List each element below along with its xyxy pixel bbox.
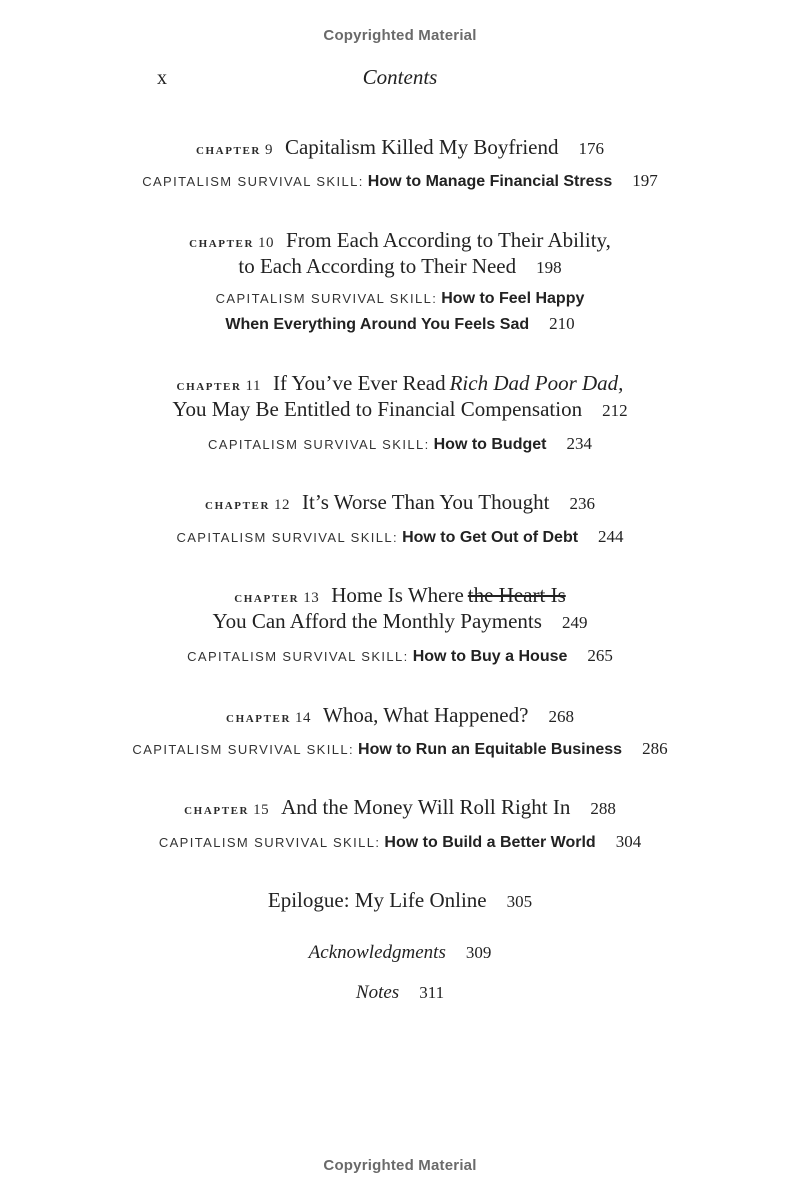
epilogue-title: Epilogue: My Life Online bbox=[267, 888, 487, 912]
skill-label: CAPITALISM SURVIVAL SKILL: bbox=[208, 437, 430, 452]
toc-skill-chapter-9[interactable] bbox=[0, 171, 800, 191]
notes-title: Notes bbox=[355, 982, 400, 1003]
skill-title-line-2: When Everything Around You Feels Sad bbox=[225, 316, 530, 333]
chapter-label: chapter bbox=[184, 802, 250, 818]
toc-skill-chapter-15[interactable] bbox=[0, 832, 800, 852]
toc-entry-chapter-13[interactable] bbox=[0, 583, 800, 608]
toc-entry-chapter-10-cont[interactable] bbox=[0, 254, 800, 279]
skill-label: CAPITALISM SURVIVAL SKILL: bbox=[158, 835, 381, 850]
chapter-page: 212 bbox=[602, 401, 628, 420]
page-number: x bbox=[157, 67, 167, 89]
toc-entry-chapter-11[interactable] bbox=[0, 371, 800, 396]
chapter-page: 249 bbox=[561, 613, 588, 632]
skill-page: 286 bbox=[642, 739, 668, 758]
toc-entry-notes[interactable] bbox=[0, 982, 800, 1004]
chapter-label: chapter bbox=[226, 710, 292, 726]
chapter-number: 9 bbox=[264, 142, 273, 158]
skill-page: 265 bbox=[587, 646, 613, 665]
chapter-title-line-2: You May Be Entitled to Financial Compensation bbox=[172, 397, 583, 421]
skill-title: How to Build a Better World bbox=[384, 834, 596, 851]
chapter-title-line-1: From Each According to Their Ability, bbox=[286, 228, 611, 252]
skill-label: CAPITALISM SURVIVAL SKILL: bbox=[132, 742, 355, 757]
chapter-title-struck: the Heart Is bbox=[467, 583, 566, 607]
acknowledgments-title: Acknowledgments bbox=[308, 942, 446, 963]
notes-page: 311 bbox=[419, 983, 445, 1002]
toc-entry-chapter-14[interactable] bbox=[0, 703, 800, 728]
chapter-page: 236 bbox=[569, 494, 595, 513]
running-head: Contents bbox=[362, 65, 438, 89]
chapter-page: 268 bbox=[548, 707, 574, 726]
acknowledgments-page: 309 bbox=[465, 943, 492, 962]
chapter-title-line-2: to Each According to Their Need bbox=[238, 254, 517, 278]
chapter-title: Capitalism Killed My Boyfriend bbox=[284, 135, 559, 159]
chapter-title-line-1: If You’ve Ever Read bbox=[272, 371, 446, 395]
chapter-number: 15 bbox=[253, 802, 270, 818]
toc-entry-chapter-13-cont[interactable] bbox=[0, 609, 800, 634]
skill-page: 234 bbox=[566, 434, 592, 453]
skill-title-line-1: How to Feel Happy bbox=[441, 290, 585, 307]
chapter-number: 12 bbox=[274, 497, 291, 513]
skill-label: CAPITALISM SURVIVAL SKILL: bbox=[142, 174, 364, 189]
toc-entry-epilogue[interactable] bbox=[0, 888, 800, 913]
chapter-page: 176 bbox=[578, 139, 605, 158]
chapter-title: Whoa, What Happened? bbox=[323, 703, 529, 727]
chapter-page: 198 bbox=[536, 258, 562, 277]
chapter-number: 10 bbox=[258, 235, 275, 251]
skill-title: How to Budget bbox=[433, 436, 547, 453]
skill-label: CAPITALISM SURVIVAL SKILL: bbox=[215, 291, 438, 306]
chapter-number: 13 bbox=[303, 590, 320, 606]
toc-entry-chapter-15[interactable] bbox=[0, 795, 800, 820]
chapter-page: 288 bbox=[590, 799, 616, 818]
toc-entry-acknowledgments[interactable] bbox=[0, 942, 800, 964]
toc-entry-chapter-9[interactable] bbox=[0, 135, 800, 160]
skill-page: 244 bbox=[598, 527, 624, 546]
toc-skill-chapter-14[interactable] bbox=[0, 739, 800, 759]
toc-skill-chapter-13[interactable] bbox=[0, 646, 800, 666]
chapter-title: And the Money Will Roll Right In bbox=[281, 795, 571, 819]
chapter-title: It’s Worse Than You Thought bbox=[302, 490, 550, 514]
skill-page: 210 bbox=[549, 314, 575, 333]
skill-title: How to Manage Financial Stress bbox=[367, 173, 613, 190]
chapter-number: 11 bbox=[245, 378, 261, 394]
chapter-title-line-2: You Can Afford the Monthly Payments bbox=[212, 609, 542, 633]
skill-page: 197 bbox=[632, 171, 658, 190]
toc-entry-chapter-12[interactable] bbox=[0, 490, 800, 515]
chapter-title-italic: Rich Dad Poor Dad, bbox=[449, 371, 624, 395]
chapter-label: chapter bbox=[195, 142, 261, 158]
toc-skill-chapter-11[interactable] bbox=[0, 434, 800, 454]
chapter-label: chapter bbox=[205, 497, 271, 513]
skill-page: 304 bbox=[615, 832, 642, 851]
chapter-label: chapter bbox=[176, 378, 242, 394]
toc-skill-chapter-12[interactable] bbox=[0, 527, 800, 547]
skill-label: CAPITALISM SURVIVAL SKILL: bbox=[176, 530, 399, 545]
copyright-notice-top: Copyrighted Material bbox=[323, 27, 477, 44]
skill-title: How to Run an Equitable Business bbox=[358, 741, 623, 758]
skill-label: CAPITALISM SURVIVAL SKILL: bbox=[187, 649, 409, 664]
chapter-title-line-1: Home Is Where bbox=[331, 583, 464, 607]
toc-entry-chapter-11-cont[interactable] bbox=[0, 397, 800, 422]
toc-entry-chapter-10[interactable] bbox=[0, 228, 800, 253]
epilogue-page: 305 bbox=[506, 892, 533, 911]
copyright-notice-bottom: Copyrighted Material bbox=[323, 1157, 477, 1174]
toc-skill-chapter-10-cont[interactable] bbox=[0, 314, 800, 334]
skill-title: How to Buy a House bbox=[412, 648, 568, 665]
chapter-label: chapter bbox=[234, 590, 300, 606]
chapter-label: chapter bbox=[189, 235, 255, 251]
toc-skill-chapter-10[interactable] bbox=[0, 290, 800, 308]
skill-title: How to Get Out of Debt bbox=[402, 529, 579, 546]
chapter-number: 14 bbox=[295, 710, 312, 726]
